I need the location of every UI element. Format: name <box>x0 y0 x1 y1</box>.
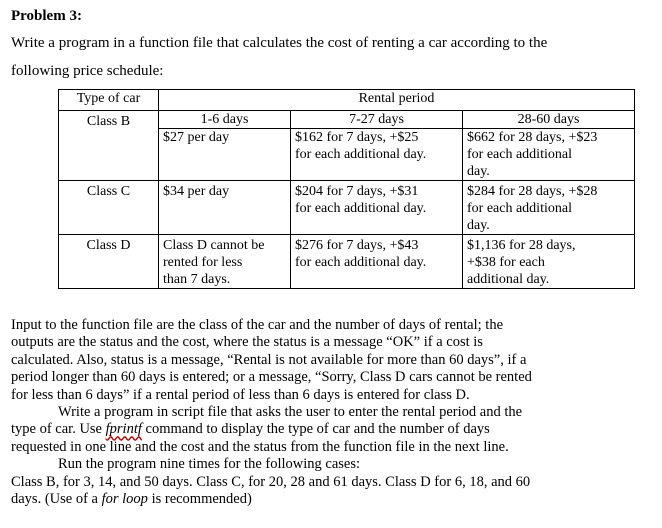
row-class: Class B <box>59 111 159 181</box>
header-type-of-car: Type of car <box>59 90 159 111</box>
cell: $276 for 7 days, +$43 for each additional day. <box>291 235 463 289</box>
price-schedule-table <box>58 89 635 289</box>
cell: $204 for 7 days, +$31 for each additional day. <box>291 181 463 235</box>
header-rental-period: Rental period <box>159 90 635 111</box>
cell: $284 for 28 days, +$28 for each additional day. <box>463 181 635 235</box>
table-row <box>59 181 635 235</box>
period-header: 7-27 days <box>291 111 463 129</box>
for-loop-keyword: for loop <box>101 491 148 508</box>
cell: $34 per day <box>159 181 291 235</box>
period-header: 1-6 days <box>159 111 291 129</box>
problem-description <box>11 317 651 508</box>
row-class: Class C <box>59 181 159 235</box>
intro-line-2: following price schedule: <box>11 63 164 79</box>
paragraph: Class B, for 3, 14, and 50 days. Class C, for 20, 28 and 61 days. Class D for 6, 18, and 60 days. (Use of a for loop is recommended) <box>11 473 531 508</box>
cell: $27 per day <box>159 129 291 181</box>
fprintf-keyword: fprintf <box>105 421 142 438</box>
paragraph: Run the program nine times for the following cases: <box>58 456 361 473</box>
table-row <box>59 111 635 129</box>
table-row <box>59 235 635 289</box>
paragraph: Input to the function file are the class of the car and the number of days of rental; the outputs are the status and the cost, where the status is a message “OK” if a cost is calculated. Also, status is a message, “Rental is not available for more than 60 days”, if a period longer than 60 days is entered; or a message, “Sorry, Class D cars cannot be rented for less than 6 days” if a rental period of less than 6 days is entered for class D. <box>11 317 532 403</box>
cell: $162 for 7 days, +$25 for each additional day. <box>291 129 463 181</box>
intro-line-1: Write a program in a function file that calculates the cost of renting a car according to the <box>11 35 548 51</box>
row-class: Class D <box>59 235 159 289</box>
cell: $662 for 28 days, +$23 for each additional day. <box>463 129 635 181</box>
cell: $1,136 for 28 days, +$38 for each additional day. <box>463 235 635 289</box>
period-header: 28-60 days <box>463 111 635 129</box>
cell: Class D cannot be rented for less than 7 days. <box>159 235 291 289</box>
paragraph: Write a program in script file that asks the user to enter the rental period and the <box>58 404 523 421</box>
problem-title: Problem 3: <box>11 8 82 24</box>
paragraph: type of car. Use fprintf command to display the type of car and the number of days requested in one line and the cost and the status from the function file in the next line. <box>11 421 509 455</box>
